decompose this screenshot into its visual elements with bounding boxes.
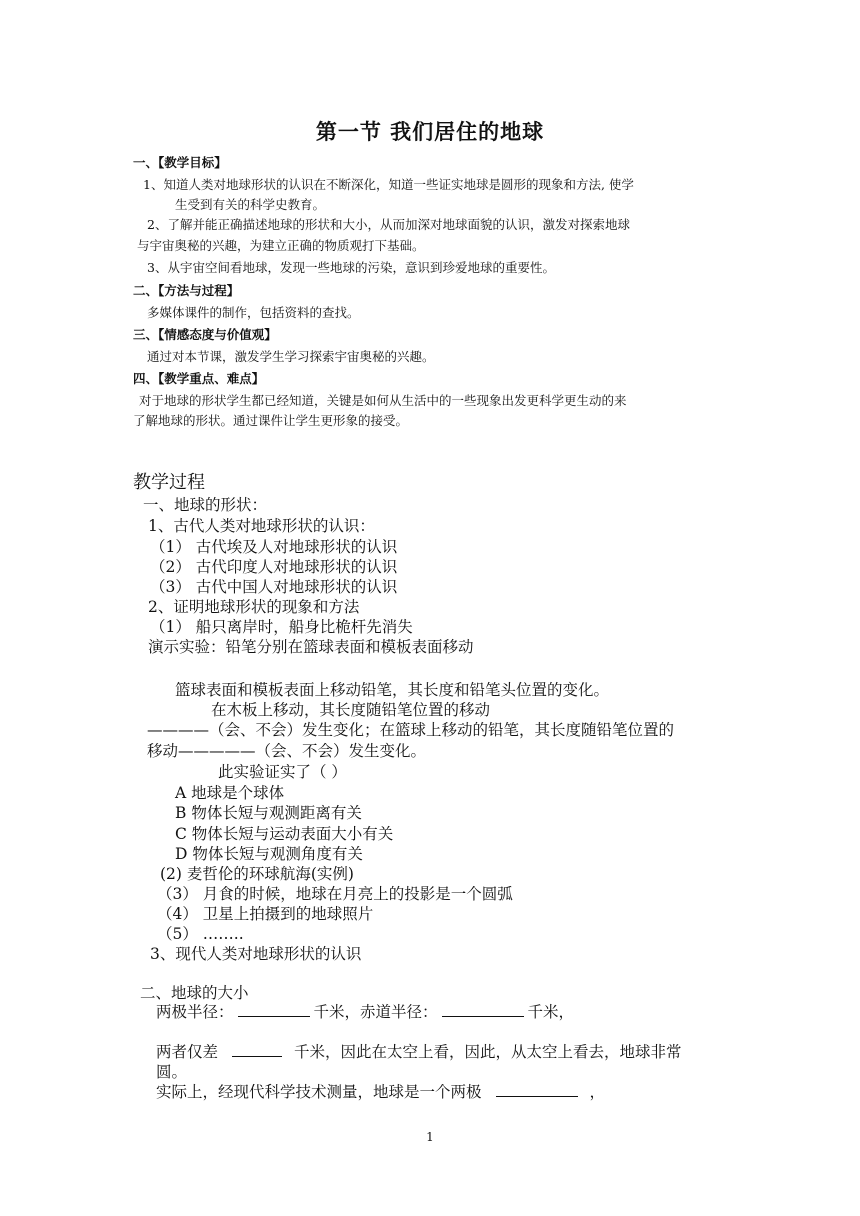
evidence-magellan: (2) 麦哲伦的环球航海(实例) [160,865,354,883]
evidence-more: （5） …….. [157,925,244,943]
polar-radius-blank[interactable] [238,1004,310,1017]
ancient-views-heading: 1、古代人类对地球形状的认识： [148,517,375,535]
methods-text: 多媒体课件的制作，包括资料的查找。 [147,305,360,320]
section-size: 二、地球的大小 [140,984,249,1002]
option-d: D 物体长短与观测角度有关 [175,845,363,863]
keypoints-heading: 四、【教学重点、难点】 [133,371,265,386]
size-line-2 [156,1040,682,1062]
ancient-view-china: （3） 古代中国人对地球形状的认识 [150,578,398,596]
objective-3: 3、从宇宙空间看地球，发现一些地球的污染，意识到珍爱地球的重要性。 [147,260,555,275]
equator-radius-label: 千米，赤道半径： [313,1003,438,1021]
demo-title: 演示实验：铅笔分别在篮球表面和模板表面移动 [148,638,474,656]
objective-2-line-1: 2、了解并能正确描述地球的形状和大小，从而加深对地球面貌的认识，激发对探索地球 [147,217,630,232]
demo-line-3: ————（会、不会）发生变化；在篮球上移动的铅笔，其长度随铅笔位置的 [147,721,675,739]
page-title: 第一节 我们居住的地球 [315,120,545,144]
size-line-1 [156,1000,574,1022]
option-c: C 物体长短与运动表面大小有关 [175,825,394,843]
objective-2-line-2: 与宇宙奥秘的兴趣，为建立正确的物质观打下基础。 [137,238,425,253]
keypoints-line-1: 对于地球的形状学生都已经知道，关键是如何从生活中的一些现象出发更科学更生动的来 [139,393,627,408]
attitude-text: 通过对本节课，激发学生学习探索宇宙奥秘的兴趣。 [147,349,435,364]
keypoints-line-2: 了解地球的形状。通过课件让学生更形象的接受。 [133,413,409,428]
measured-shape-label: 实际上，经现代科学技术测量，地球是一个两极 [156,1083,482,1101]
attitude-heading: 三、【情感态度与价值观】 [133,327,277,342]
objectives-heading: 一、【教学目标】 [133,155,227,170]
page-number: 1 [426,1130,434,1144]
difference-blank[interactable] [232,1044,282,1057]
difference-text: 千米，因此在太空上看，因此，从太空上看去，地球非常 [294,1043,682,1061]
size-line-4-end: ， [589,1083,606,1101]
evidence-heading: 2、证明地球形状的现象和方法 [148,598,360,616]
demo-line-1: 篮球表面和模板表面上移动铅笔，其长度和铅笔头位置的变化。 [175,681,610,699]
demo-line-2: 在木板上移动，其长度随铅笔位置的移动 [211,701,491,719]
equator-radius-blank[interactable] [442,1004,524,1017]
ancient-view-india: （2） 古代印度人对地球形状的认识 [150,558,398,576]
methods-heading: 二、【方法与过程】 [133,283,240,298]
evidence-eclipse: （3） 月食的时候，地球在月亮上的投影是一个圆弧 [157,885,513,903]
ancient-view-egypt: （1） 古代埃及人对地球形状的认识 [150,538,398,556]
polar-radius-label: 两极半径： [156,1003,234,1021]
objective-1-line-2: 生受到有关的科学史教育。 [175,197,326,212]
size-line-1-end: 千米， [527,1003,575,1021]
section-shape: 一、地球的形状： [143,496,268,514]
modern-view: 3、现代人类对地球形状的认识 [150,945,362,963]
measured-shape-blank[interactable] [496,1084,578,1097]
option-a: A 地球是个球体 [175,784,285,802]
demo-question: 此实验证实了（ ） [218,763,347,781]
evidence-ship: （1） 船只离岸时，船身比桅杆先消失 [150,618,413,636]
option-b: B 物体长短与观测距离有关 [175,804,362,822]
objective-1-line-1: 1、知道人类对地球形状的认识在不断深化，知道一些证实地球是圆形的现象和方法, 使学 [143,177,634,192]
difference-label: 两者仅差 [156,1043,219,1061]
size-line-4 [156,1080,605,1102]
demo-line-4: 移动—————（会、不会）发生变化。 [147,742,427,760]
process-heading: 教学过程 [133,472,205,493]
evidence-satellite: （4） 卫星上拍摄到的地球照片 [157,905,374,923]
size-line-3: 圆。 [156,1063,188,1081]
